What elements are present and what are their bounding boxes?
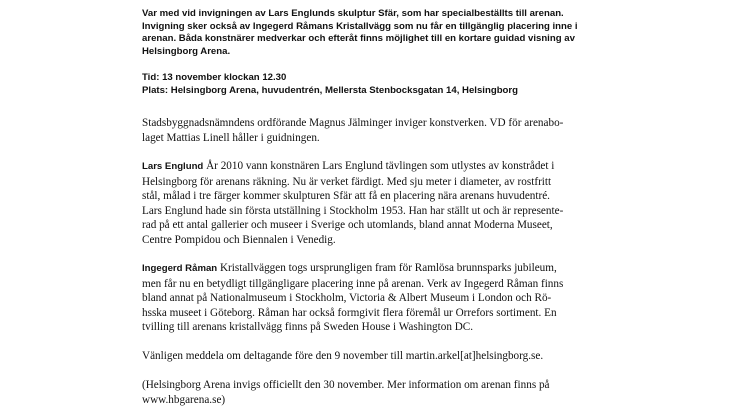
intro-line: arenan. Båda konstnärer medverkar och efteråt finns möjlighet till en kortare guidad visning av [142,33,575,45]
englund-line: Centre Pompidou och Biennalen i Venedig. [142,233,336,246]
englund-first-text: År 2010 vann konstnären Lars Englund tävlingen som utlystes av konstrådet i [203,160,555,172]
raman-paragraph [142,261,563,335]
englund-line: Helsingborg för arenans räkning. Nu är verket färdigt. Med sju meter i diameter, av rostfritt [142,175,552,188]
intro-line: Var med vid invigningen av Lars Englunds skulptur Sfär, som har specialbeställts till arenan. [142,8,564,19]
raman-first-text: Kristallväggen togs ursprungligen fram för Ramlösa brunnsparks jubileum, [217,262,557,274]
englund-line: rad på ett antal gallerier och museer i Sverige och utomlands, bland annat Moderna Museet, [142,219,553,232]
intro-line: Helsingborg Arena. [142,45,231,57]
event-place: Plats: Helsingborg Arena, huvudentrén, Mellersta Stenbocksgatan 14, Helsingborg [142,84,519,96]
event-details [142,72,518,97]
raman-first-line [142,261,563,277]
englund-line: stål, målad i tre färger kommer skulpturen Sfär att få en placering nära arenans huvudentré. [142,190,550,203]
opening-paragraph [142,116,563,145]
closing-line: (Helsingborg Arena invigs officiellt den 30 november. Mer information om arenan finns på [142,379,550,391]
intro-line: Invigning sker också av Ingegerd Råmans Kristallvägg som nu får en tillgänglig placering inne i [142,20,578,32]
raman-line: bland annat på Nationalmuseum i Stockholm, Victoria & Albert Museum i London och Rö- [142,292,552,305]
opening-line: Stadsbyggnadsnämndens ordförande Magnus Jälminger inviger konstverken. VD för arenabo- [142,117,564,129]
closing-paragraph [142,378,550,407]
raman-line: men får nu en betydligt tillgängligare placering inne på arenan. Verk av Ingegerd Råman finns [142,277,564,290]
raman-line: tvilling till arenans kristallvägg finns på Sweden House i Washington DC. [142,321,474,334]
englund-name: Lars Englund [142,161,204,172]
event-time: Tid: 13 november klockan 12.30 [142,72,287,83]
intro-paragraph [142,8,578,58]
englund-line: Lars Englund hade sin första utställning i Stockholm 1953. Han har ställt ut och är represente- [142,204,564,217]
closing-line: www.hbgarena.se) [142,393,226,406]
raman-line: hsska museet i Göteborg. Råman har också formgivit flera föremål ur Orrefors sortiment. En [142,306,557,319]
englund-first-line [142,159,563,175]
rsvp-paragraph [142,349,543,364]
englund-paragraph [142,159,563,248]
rsvp-line: Vänligen meddela om deltagande före den 9 november till martin.arkel[at]helsingborg.se. [142,350,544,362]
opening-line: laget Mattias Linell håller i guidningen. [142,131,320,144]
raman-name: Ingegerd Råman [142,263,218,274]
